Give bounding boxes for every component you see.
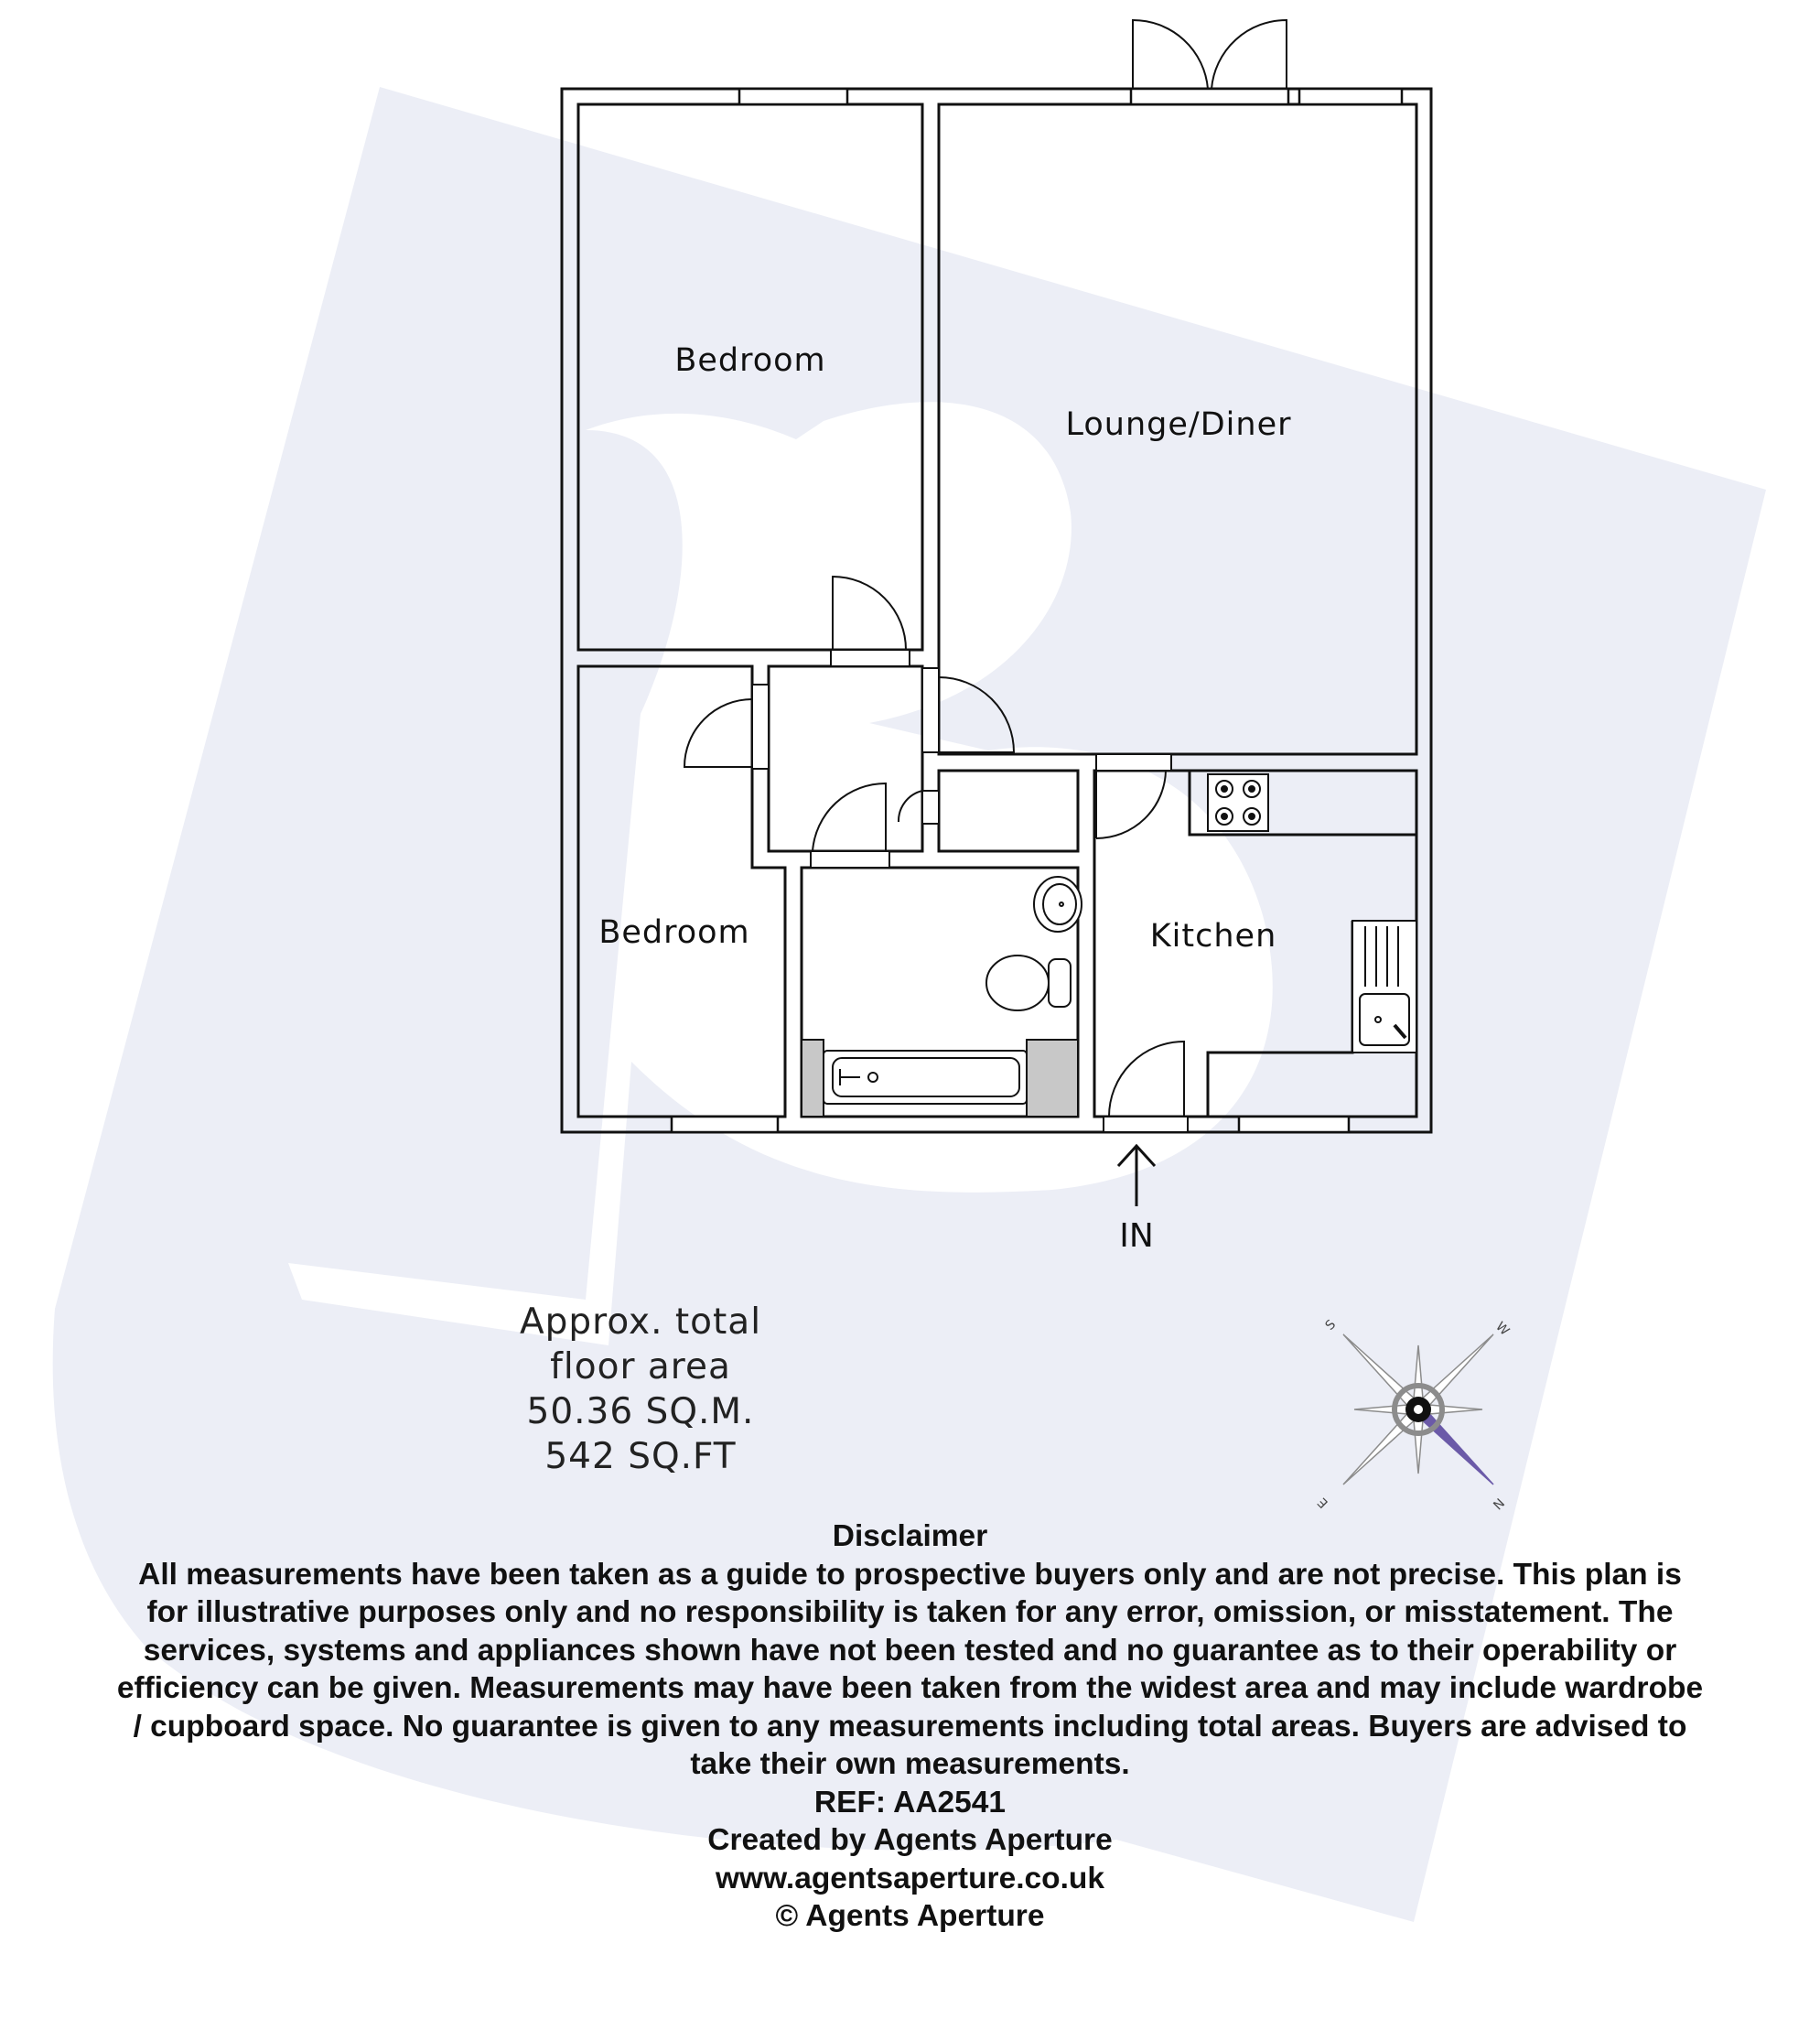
disclaimer-line: take their own measurements. bbox=[690, 1747, 1130, 1781]
bedroom-2-door bbox=[684, 699, 752, 767]
room-label-kitchen: Kitchen bbox=[1149, 918, 1277, 955]
cupboard-door bbox=[899, 791, 922, 822]
room-label-bedroom-2: Bedroom bbox=[598, 914, 750, 951]
reference-number: REF: AA2541 bbox=[813, 1785, 1007, 1819]
area-sqft: 542 SQ.FT bbox=[544, 1436, 737, 1477]
disclaimer-line: for illustrative purposes only and no responsibility is taken for any error, omission, or misstatement. The bbox=[146, 1595, 1674, 1629]
created-by: Created by Agents Aperture bbox=[707, 1823, 1113, 1857]
entrance-label: IN bbox=[1119, 1217, 1154, 1255]
disclaimer-line: services, systems and appliances shown have not been tested and no guarantee as to their operability or bbox=[143, 1633, 1677, 1668]
entrance-door bbox=[1109, 1042, 1184, 1117]
area-sqm: 50.36 SQ.M. bbox=[526, 1391, 755, 1432]
floor-area-summary bbox=[476, 1300, 805, 1479]
compass-north: N bbox=[1489, 1495, 1507, 1512]
compass-south: S bbox=[1322, 1317, 1340, 1333]
cupboard-walls bbox=[939, 771, 1078, 851]
window-lounge-patio bbox=[1131, 89, 1288, 104]
cupboard-door-frame bbox=[922, 791, 939, 824]
window-kitchen bbox=[1239, 1117, 1349, 1132]
area-line-2: floor area bbox=[550, 1346, 731, 1387]
room-label-lounge-diner: Lounge/Diner bbox=[1065, 406, 1292, 443]
lounge-door bbox=[939, 677, 1014, 752]
kitchen-inner-door-frame bbox=[1096, 754, 1171, 771]
bathroom-door bbox=[813, 783, 886, 851]
disclaimer-heading: Disclaimer bbox=[832, 1519, 988, 1553]
toilet-icon bbox=[986, 956, 1071, 1010]
area-line-1: Approx. total bbox=[519, 1301, 762, 1343]
disclaimer-line: / cupboard space. No guarantee is given to any measurements including total areas. Buyers are advised to bbox=[133, 1709, 1687, 1744]
window-lounge bbox=[1299, 89, 1402, 104]
lounge-door-frame bbox=[922, 668, 939, 752]
compass-rose-icon bbox=[1308, 1300, 1528, 1519]
kitchen-sink-icon bbox=[1352, 921, 1416, 1053]
hob-icon bbox=[1208, 774, 1268, 831]
disclaimer-block bbox=[14, 1517, 1806, 1936]
entrance-door-frame bbox=[1104, 1117, 1188, 1132]
bedroom-2-door-frame bbox=[752, 685, 769, 769]
patio-door-right bbox=[1212, 20, 1287, 89]
bedroom-1-door-frame bbox=[831, 650, 910, 666]
bath-icon bbox=[802, 1040, 1078, 1117]
disclaimer-line: efficiency can be given. Measurements may have been taken from the widest area and may include wardrobe bbox=[116, 1671, 1704, 1705]
compass-east: E bbox=[1315, 1494, 1331, 1511]
compass-west: W bbox=[1492, 1319, 1513, 1339]
window-bedroom-1 bbox=[739, 89, 847, 104]
website-link[interactable]: www.agentsaperture.co.uk bbox=[715, 1861, 1105, 1895]
bathroom-basin-icon bbox=[1034, 877, 1082, 932]
bedroom-1-door bbox=[833, 577, 906, 650]
hallway-walls bbox=[769, 666, 922, 851]
copyright: © Agents Aperture bbox=[775, 1899, 1045, 1933]
bathroom-door-frame bbox=[811, 851, 889, 868]
window-bedroom-2 bbox=[672, 1117, 778, 1132]
patio-door-left bbox=[1133, 20, 1208, 89]
disclaimer-line: All measurements have been taken as a guide to prospective buyers only and are not precise. This plan is bbox=[138, 1557, 1682, 1592]
kitchen-inner-door bbox=[1096, 771, 1166, 838]
room-label-bedroom-1: Bedroom bbox=[674, 342, 826, 379]
